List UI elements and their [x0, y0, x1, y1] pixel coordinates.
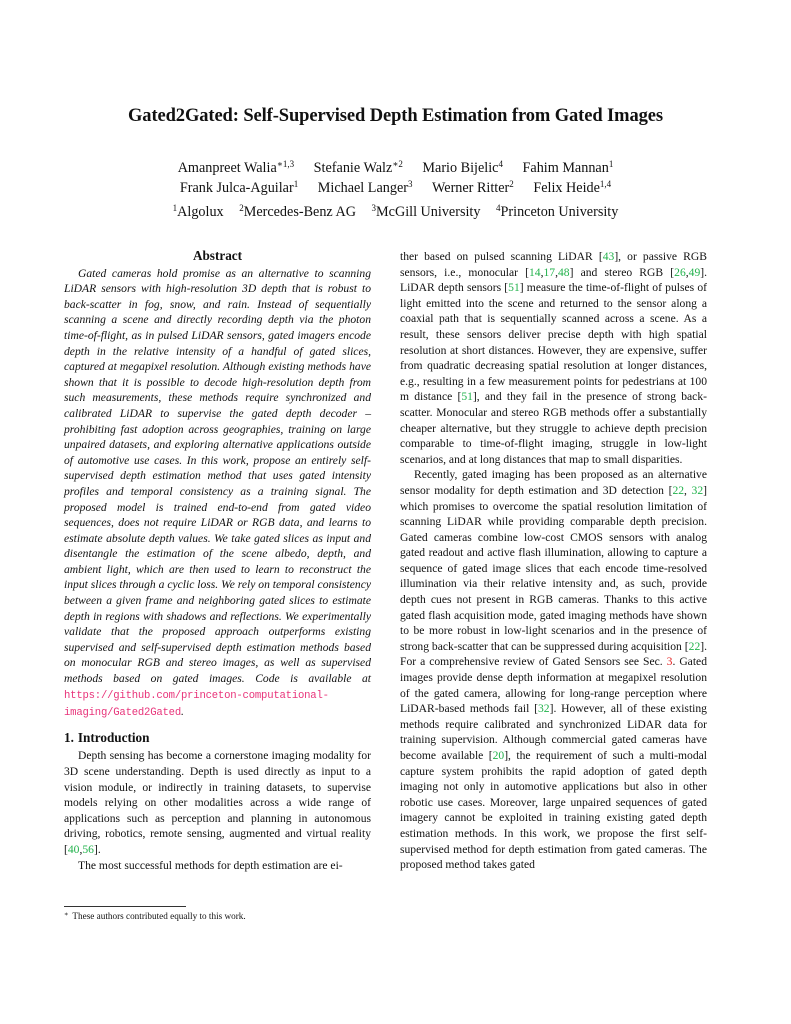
citation-link[interactable]: 56	[82, 842, 94, 856]
citation-link[interactable]: 40	[67, 842, 80, 856]
left-column	[64, 248, 371, 873]
code-link[interactable]: https://github.com/princeton-computational-imaging/Gated2Gated	[64, 689, 329, 720]
footnote-divider	[64, 906, 186, 907]
author-row-1	[0, 158, 791, 178]
section-heading-introduction: 1. Introduction	[64, 729, 150, 745]
citation-link[interactable]: 22	[672, 483, 685, 497]
author: Michael Langer$^3$	[317, 179, 413, 196]
section-ref-link[interactable]: 3	[666, 655, 673, 669]
citation-link[interactable]: 17	[543, 265, 556, 279]
citation-link[interactable]: 14	[528, 265, 541, 279]
citation-link[interactable]: 20	[492, 749, 505, 762]
citation-link[interactable]: 32	[691, 483, 704, 497]
affiliation: $^2$Mercedes-Benz AG	[239, 203, 356, 220]
intro-paragraph-2-cont: ther based on pulsed scanning LiDAR [43], or passive RGB sensors, i.e., monocular [14,17,48] and stereo RGB [26,49]. LiDAR depth sensors [51] measure the time-of-flight of pulses of light emitted into the scene and returned to the sensor along a coaxial path that is sequentially scanned across a scene. As a result, these sensors deliver precise depth with high spatial resolution at short distances. However, they are expensive, suffer from quadratic decreasing spatial resolution at longer distances, e.g., resulting in a few measurement points for pedestrians at 100 m distance [51], and they fail in the presence of strong back-scatter. Monocular and stereo RGB methods offer a substantially cheaper alternative, but they struggle to achieve depth precision comparable to time-of-flight imaging, struggle in low-light scenarios, and at long distances that map to small disparities.	[400, 250, 708, 466]
abstract-text: Gated cameras hold promise as an alternative to scanning LiDAR sensors with high-resolution 3D depth that is robust to back-scatter in fog, snow, and rain. Instead of sequentially scanning a scene and directly recording depth via the photon time-of-flight, as in pulsed LiDAR sensors, gated imagers encode depth in the relative intensity of a handful of gated slices, captured at megapixel resolution. Although existing methods have shown that it is possible to decode high-resolution depth from such measurements, these methods require synchronized and calibrated LiDAR to supervise the gated depth decoder – prohibiting fast adoption across geographies, training on large unpaired datasets, and exploring alternative applications outside of automotive use cases. In this work, propose an entirely self-supervised depth estimation method that uses gated intensity profiles and temporal consistency as a training signal. The proposed model is trained end-to-end from gated video sequences, does not require LiDAR or RGB data, and learns to estimate absolute depth values. We take gated slices as input and disentangle the estimation of the scene albedo, depth, and ambient light, which are then used to learn to reconstruct the input slices through a cyclic loss. We rely on temporal consistency between a given frame and neighboring gated slices to estimate depth in regions with shadows and reflections. We experimentally validate that the proposed approach outperforms existing supervised and self-supervised depth estimation methods based on monocular RGB and stereo images, as well as supervised methods based on gated images. Code is available at https://github.com/princeton-computational-imaging/Gated2Gated.	[64, 266, 371, 720]
abstract-heading: Abstract	[192, 248, 243, 263]
author: Felix Heide$^{1,4}$	[533, 179, 612, 196]
author: Fahim Mannan$^1$	[522, 159, 614, 176]
author: Stefanie Walz$^{∗2}$	[313, 159, 403, 176]
citation-link[interactable]: 22	[688, 639, 701, 653]
author: Werner Ritter$^2$	[432, 179, 514, 196]
citation-link[interactable]: 51	[461, 390, 473, 404]
affiliation: $^4$Princeton University	[496, 203, 619, 220]
footnote: ∗ These authors contributed equally to this work.	[64, 911, 246, 921]
citation-link[interactable]: 49	[688, 265, 701, 279]
affiliation: $^3$McGill University	[371, 203, 481, 220]
intro-paragraph-2-head: The most successful methods for depth estimation are ei-	[78, 858, 343, 872]
affiliation: $^1$Algolux	[172, 203, 224, 220]
intro-paragraph-3: Recently, gated imaging has been proposed as an alternative sensor modality for depth estimation and 3D detection [22, 32] which promises to overcome the spatial resolution limitation of scanning LiDAR while providing comparable depth precision. Gated cameras combine low-cost CMOS sensors with analog gated readout and active flash illumination, allowing to capture a sequence of gated image slices that each encode time-resolved illumination via their relative intensity and, as such, provide depth cues not present in RGB cameras. Thanks to this active gated flash acquisition mode, gated imaging methods have shown to be more robust in low-light scenarios and in the presence of strong back-scatter that can be suppressed during acquisition [22]. For a comprehensive review of Gated Sensors see Sec. 3. Gated images provide dense depth information at megapixel resolution of the gated camera, allowing for long-range perception where LiDAR-based methods fail [32]. However, all of these existing methods require calibrated and synchronized LiDAR data for training supervision. Although commercial gated cameras have become available [20], the requirement of such a multi-modal capture system prohibits the rapid adoption of gated depth imaging not only in automotive applications but also in other robotic use cases. Moreover, large unpaired sequences of gated imagery cannot be exploited in training existing gated depth estimation methods. In this work, we propose the first self-supervised method for depth estimation from gated cameras. The proposed method takes gated	[400, 468, 707, 872]
intro-paragraph-2-start	[64, 858, 371, 874]
citation-link[interactable]: 48	[557, 265, 570, 279]
citation-link[interactable]: 51	[508, 281, 520, 295]
author: Mario Bijelic$^4$	[422, 159, 503, 176]
affiliations	[0, 204, 791, 221]
author-list	[0, 158, 791, 198]
author: Frank Julca-Aguilar$^1$	[179, 179, 299, 196]
author: Amanpreet Walia$^{∗1,3}$	[177, 159, 295, 176]
paper-title: Gated2Gated: Self-Supervised Depth Estimation from Gated Images	[128, 106, 663, 126]
citation-link[interactable]: 32	[538, 702, 550, 716]
citation-link[interactable]: 43	[602, 250, 615, 263]
author-row-2	[0, 178, 791, 198]
intro-paragraph-1: Depth sensing has become a cornerstone imaging modality for 3D scene understanding. Depth is used directly as input to a vision module, or indirectly in training datasets, to supervise models relying on other modalities across a wide range of applications such as perception and planning in autonomous driving, robotics, remote sensing, augmented and virtual reality [40,56].	[64, 749, 371, 856]
right-column	[400, 249, 707, 873]
citation-link[interactable]: 26	[674, 265, 686, 279]
